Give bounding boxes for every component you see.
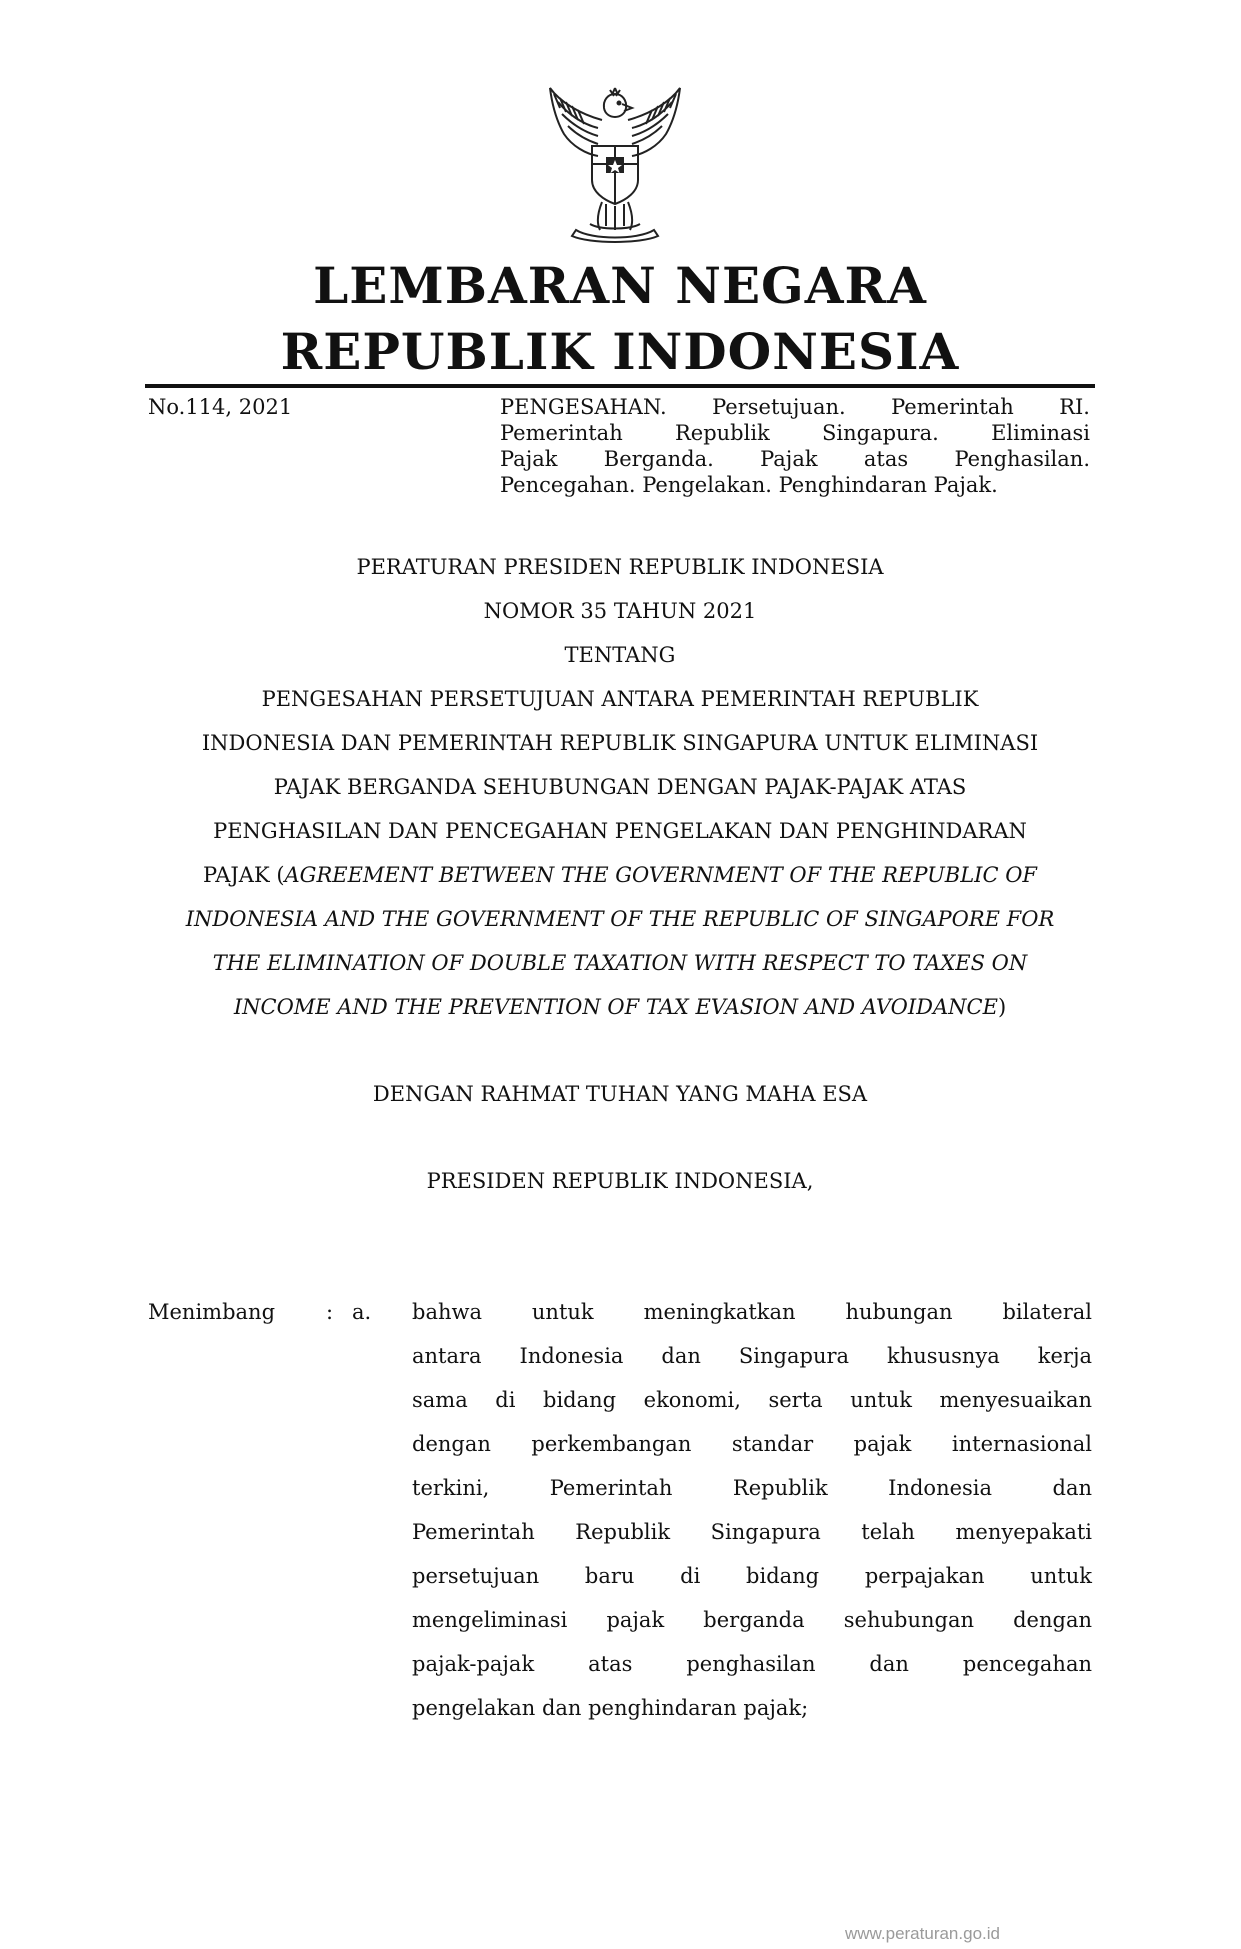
considering-line: pajak-pajak atas penghasilan dan pencegahan [412,1652,1092,1676]
considering-line: bahwa untuk meningkatkan hubungan bilateral [412,1300,1092,1324]
issue-keywords [500,394,1090,498]
keyword-line: Pencegahan. Pengelakan. Penghindaran Pajak. [500,473,998,497]
considering-line: pengelakan dan penghindaran pajak; [412,1696,809,1720]
considering-line: antara Indonesia dan Singapura khususnya kerja [412,1344,1092,1368]
considering-line: dengan perkembangan standar pajak internasional [412,1432,1092,1456]
considering-line: persetujuan baru di bidang perpajakan untuk [412,1564,1092,1588]
website-watermark: www.peraturan.go.id [845,1924,1000,1943]
regulation-title-line: PAJAK BERGANDA SEHUBUNGAN DENGAN PAJAK-PAJAK ATAS [273,775,967,799]
preamble-blessing: DENGAN RAHMAT TUHAN YANG MAHA ESA [372,1082,868,1106]
considering-label: Menimbang [148,1300,276,1324]
regulation-about: TENTANG [564,643,676,667]
regulation-title-line: INDONESIA DAN PEMERINTAH REPUBLIK SINGAPURA UNTUK ELIMINASI [201,731,1039,755]
regulation-title-line [145,985,1095,1029]
regulation-title-english-line: THE ELIMINATION OF DOUBLE TAXATION WITH RESPECT TO TAXES ON [212,951,1028,975]
considering-line: terkini, Pemerintah Republik Indonesia dan [412,1476,1092,1500]
garuda-emblem-icon [540,84,690,244]
regulation-number: NOMOR 35 TAHUN 2021 [483,599,757,623]
considering-item-marker: a. [352,1300,372,1324]
regulation-title-line [145,853,1095,897]
considering-item-text [412,1290,1092,1730]
keyword-line: Pajak Berganda. Pajak atas Penghasilan. [500,447,1090,471]
issue-number: No.114, 2021 [148,395,293,419]
masthead-divider [145,384,1095,388]
preamble-issuer: PRESIDEN REPUBLIK INDONESIA, [426,1169,814,1193]
regulation-title-block [145,545,1095,1029]
considering-colon: : [326,1300,334,1324]
keyword-line: PENGESAHAN. Persetujuan. Pemerintah RI. [500,395,1090,419]
considering-line: mengeliminasi pajak berganda sehubungan dengan [412,1608,1092,1632]
title-english-start: AGREEMENT BETWEEN THE GOVERNMENT OF THE REPUBLIC OF [284,863,1037,887]
masthead-subtitle: REPUBLIK INDONESIA [280,322,960,381]
regulation-title-english-line: INDONESIA AND THE GOVERNMENT OF THE REPUBLIC OF SINGAPORE FOR [185,907,1055,931]
regulation-heading: PERATURAN PRESIDEN REPUBLIK INDONESIA [356,555,884,579]
regulation-title-line: PENGESAHAN PERSETUJUAN ANTARA PEMERINTAH REPUBLIK [261,687,979,711]
keyword-line: Pemerintah Republik Singapura. Eliminasi [500,421,1090,445]
regulation-title-line: PENGHASILAN DAN PENCEGAHAN PENGELAKAN DAN PENGHINDARAN [213,819,1027,843]
considering-line: sama di bidang ekonomi, serta untuk menyesuaikan [412,1388,1092,1412]
title-suffix: ) [997,995,1007,1019]
title-english-end: INCOME AND THE PREVENTION OF TAX EVASION AND AVOIDANCE [233,995,998,1019]
title-prefix: PAJAK ( [203,863,285,887]
considering-line: Pemerintah Republik Singapura telah menyepakati [412,1520,1092,1544]
masthead-title: LEMBARAN NEGARA [313,256,927,315]
